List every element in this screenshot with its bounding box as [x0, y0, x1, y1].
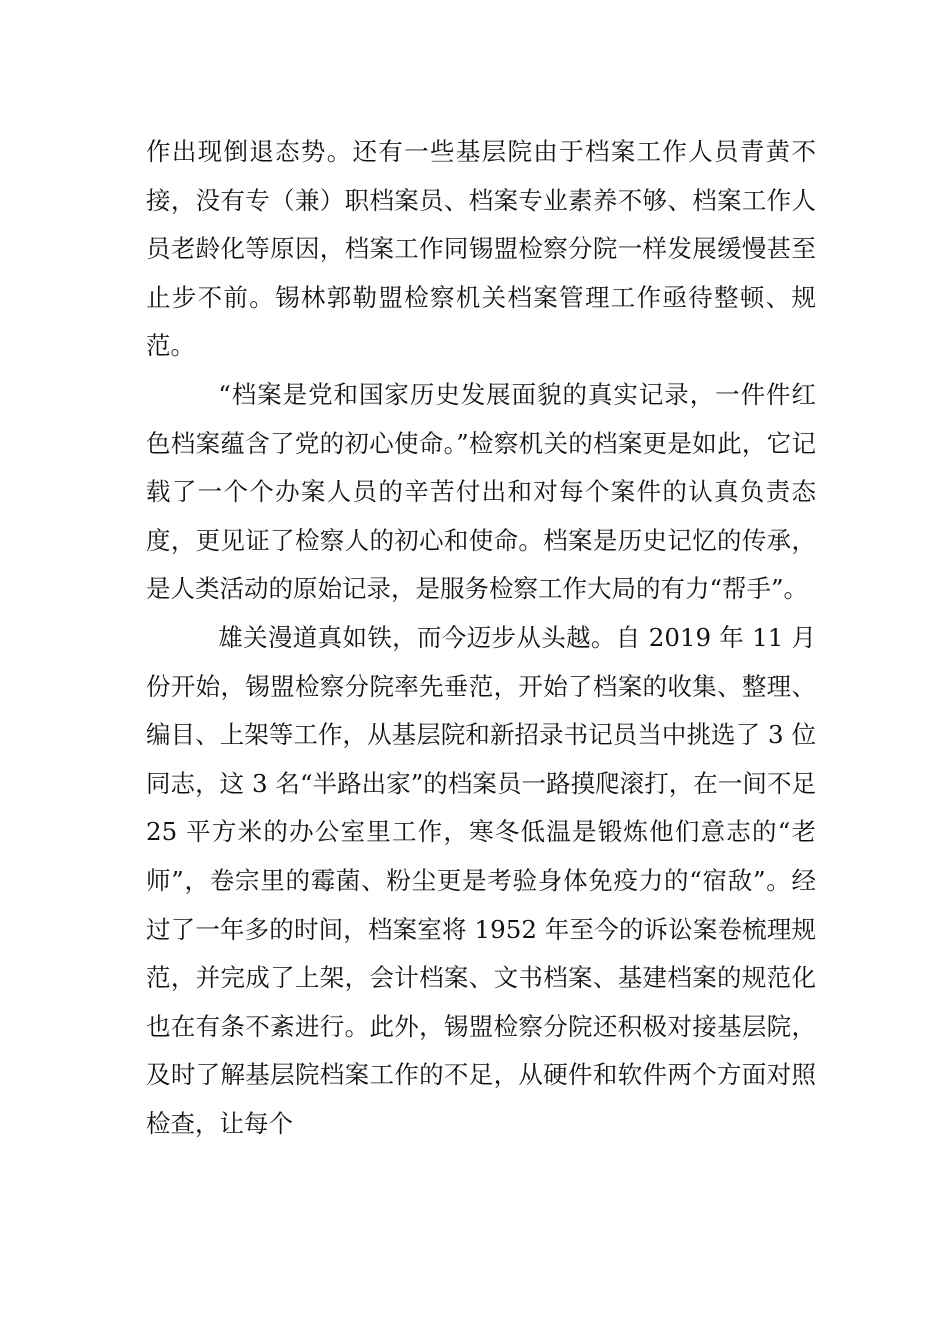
paragraph-archives-work: 雄关漫道真如铁，而今迈步从头越。自 2019 年 11 月份开始，锡盟检察分院率先垂范，开始了档案的收集、整理、编目、上架等工作，从基层院和新招录书记员当中挑选了 3 位同志，这 3 名“半路出家”的档案员一路摸爬滚打，在一间不足 25 平方米的办公室里工作，寒冬低温是锻炼他们意志的“老师”，卷宗里的霉菌、粉尘更是考验身体免疫力的“宿敌”。经过了一年多的时间，档案室将 1952 年至今的诉讼案卷梳理规范，并完成了上架，会计档案、文书档案、基建档案的规范化也在有条不紊进行。此外，锡盟检察分院还积极对接基层院，及时了解基层院档案工作的不足，从硬件和软件两个方面对照检查，让每个: [146, 622, 816, 1138]
paragraph-continuation: 作出现倒退态势。还有一些基层院由于档案工作人员青黄不接，没有专（兼）职档案员、档案专业素养不够、档案工作人员老龄化等原因，档案工作同锡盟检察分院一样发展缓慢甚至止步不前。锡林郭勒盟检察机关档案管理工作亟待整顿、规范。: [146, 137, 816, 361]
paragraph-archives-quote: “档案是党和国家历史发展面貌的真实记录，一件件红色档案蕴含了党的初心使命。”检察机关的档案更是如此，它记载了一个个办案人员的辛苦付出和对每个案件的认真负责态度，更见证了检察人的初心和使命。档案是历史记忆的传承，是人类活动的原始记录，是服务检察工作大局的有力“帮手”。: [146, 379, 816, 604]
document-body: [146, 128, 816, 1148]
